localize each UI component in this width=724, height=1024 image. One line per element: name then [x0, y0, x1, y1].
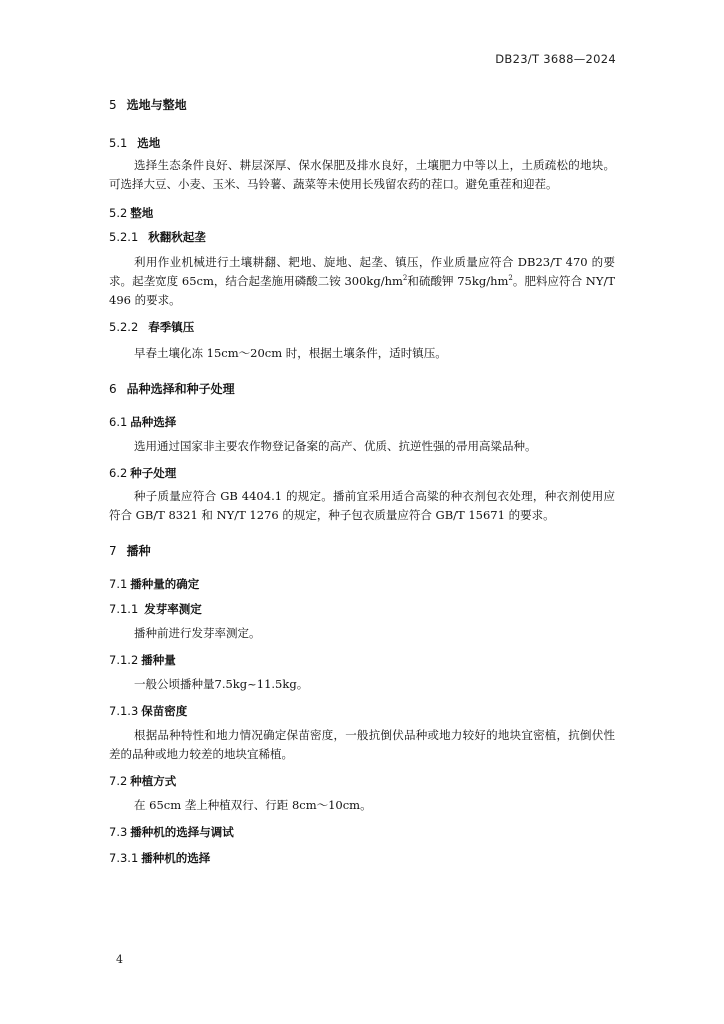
paragraph-text: 和硫酸钾 75kg/hm [407, 274, 509, 288]
section-number: 7 [109, 544, 117, 558]
page-number: 4 [116, 953, 123, 966]
section-title: 发芽率测定 [144, 602, 202, 616]
section-heading-7-1-2 [109, 650, 615, 670]
section-number: 5.2.2 [109, 320, 139, 334]
section-heading-7-3 [109, 822, 615, 842]
section-heading-7-2 [109, 771, 615, 791]
section-heading-7 [109, 541, 615, 561]
section-title: 春季镇压 [148, 320, 195, 334]
section-title: 选地与整地 [126, 98, 187, 112]
section-title: 秋翻秋起垄 [148, 230, 206, 244]
section-number: 7.1 [109, 577, 128, 591]
section-heading-7-1-1 [109, 599, 615, 619]
section-title: 播种量的确定 [130, 577, 200, 591]
section-number: 7.3.1 [109, 851, 139, 865]
paragraph-text: 利用作业机械进行土壤耕翻、耙地、旋地、起垄、镇压，作业质量应符合 DB23/T 470 的要求。起垄宽度 65cm，结合起垄施用磷酸二铵 300kg/hm [109, 255, 615, 288]
section-number: 5.2 [109, 206, 128, 220]
section-heading-5-2 [109, 203, 615, 223]
section-number: 7.1.2 [109, 653, 139, 667]
superscript: 2 [402, 274, 408, 283]
section-heading-7-3-1 [109, 848, 615, 868]
paragraph-5-1: 选择生态条件良好、耕层深厚、保水保肥及排水良好，土壤肥力中等以上，土质疏松的地块。可选择大豆、小麦、玉米、马铃薯、蔬菜等未使用长残留农药的茬口。避免重茬和迎茬。 [109, 158, 615, 191]
section-heading-5-1 [109, 133, 615, 153]
section-title: 选地 [137, 136, 161, 150]
section-heading-6 [109, 379, 615, 399]
paragraph-7-1-3: 根据品种特性和地力情况确定保苗密度，一般抗倒伏品种或地力较好的地块宜密植，抗倒伏性差的品种或地力较差的地块宜稀植。 [109, 728, 615, 761]
section-number: 7.3 [109, 825, 128, 839]
section-heading-6-2 [109, 463, 615, 483]
paragraph-7-1-2: 一般公顷播种量7.5kg~11.5kg。 [134, 677, 309, 691]
paragraph-5-2-1 [109, 253, 615, 310]
section-heading-5 [109, 95, 615, 115]
section-title: 播种 [126, 544, 151, 558]
section-number: 6 [109, 382, 117, 396]
document-body [109, 95, 615, 868]
section-number: 6.2 [109, 466, 128, 480]
section-number: 5.2.1 [109, 230, 139, 244]
paragraph-5-2-2: 早春土壤化冻 15cm～20cm 时，根据土壤条件，适时镇压。 [134, 346, 447, 360]
section-title: 品种选择 [130, 415, 177, 429]
paragraph-7-2: 在 65cm 垄上种植双行、行距 8cm～10cm。 [134, 798, 372, 812]
section-heading-5-2-1 [109, 227, 615, 247]
section-heading-6-1 [109, 412, 615, 432]
section-number: 7.1.3 [109, 704, 139, 718]
section-title: 保苗密度 [141, 704, 188, 718]
superscript: 2 [508, 274, 513, 283]
section-number: 6.1 [109, 415, 128, 429]
paragraph-6-1: 选用通过国家非主要农作物登记备案的高产、优质、抗逆性强的帚用高粱品种。 [134, 439, 537, 453]
section-number: 7.2 [109, 774, 128, 788]
section-heading-7-1-3 [109, 701, 615, 721]
section-title: 整地 [130, 206, 154, 220]
paragraph-7-1-1: 播种前进行发芽率测定。 [134, 626, 261, 640]
section-heading-5-2-2 [109, 317, 615, 337]
section-heading-7-1 [109, 574, 615, 594]
paragraph-text: 。肥料应符合 NY/T 496 的要求。 [109, 274, 615, 307]
paragraph-6-2: 种子质量应符合 GB 4404.1 的规定。播前宜采用适合高粱的种衣剂包衣处理，种衣剂使用应符合 GB/T 8321 和 NY/T 1276 的规定，种子包衣质量应符合 GB/T 15671 的要求。 [109, 489, 615, 522]
document-code: DB23/T 3688—2024 [495, 52, 616, 66]
section-title: 种植方式 [130, 774, 177, 788]
section-title: 播种机的选择与调试 [130, 825, 234, 839]
section-title: 种子处理 [130, 466, 177, 480]
section-number: 7.1.1 [109, 602, 139, 616]
section-title: 播种机的选择 [141, 851, 211, 865]
section-number: 5.1 [109, 136, 128, 150]
section-number: 5 [109, 98, 117, 112]
section-title: 播种量 [141, 653, 176, 667]
section-title: 品种选择和种子处理 [126, 382, 235, 396]
